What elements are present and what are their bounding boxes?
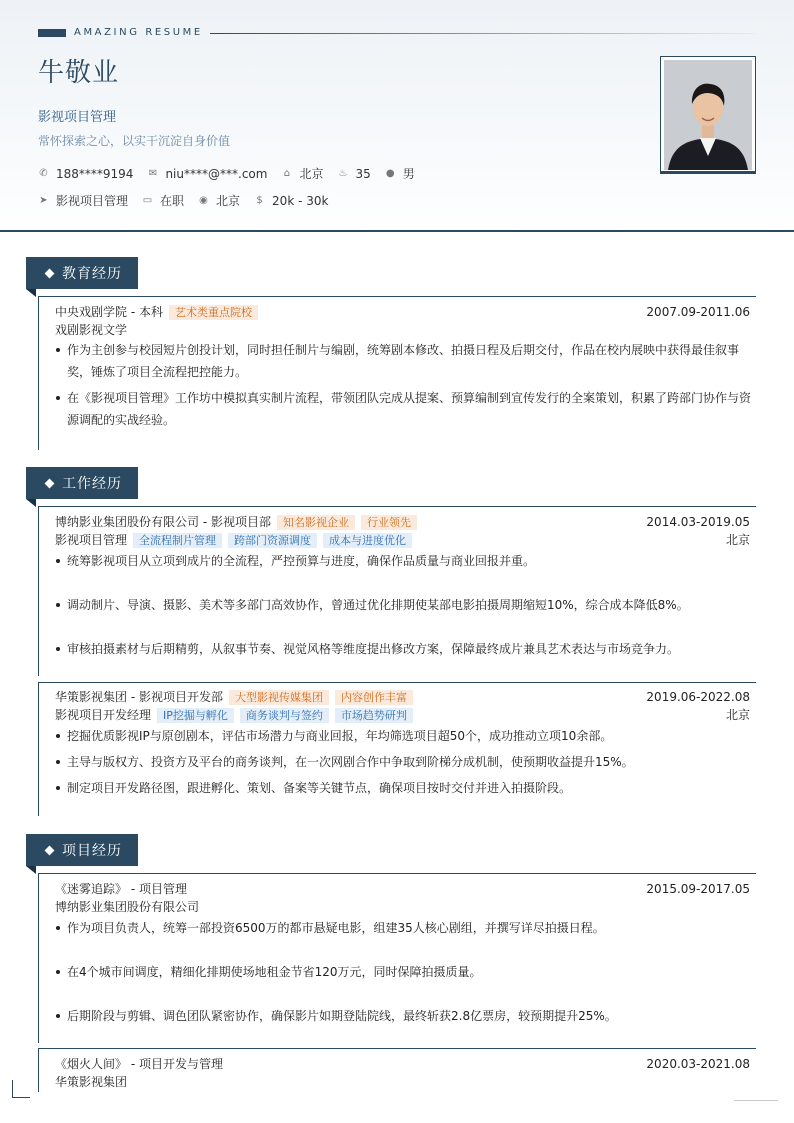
project-org-row (55, 1074, 750, 1090)
role-tag: 商务谈判与签约 (240, 708, 329, 723)
work-bullet: 审核拍摄素材与后期精剪，从叙事节奏、视觉风格等维度提出修改方案，保障最终成片兼具艺术表达与市场竞争力。 (55, 638, 751, 660)
candidate-motto: 常怀探索之心，以实干沉淀自身价值 (38, 134, 231, 148)
company-name: 华策影视集团 - 影视项目开发部 (55, 690, 223, 704)
salary-icon: $ (256, 195, 263, 206)
project-heading-row (55, 881, 750, 897)
role-tag: IP挖掘与孵化 (157, 708, 234, 723)
project-name: 《烟火人间》 - 项目开发与管理 (55, 1057, 223, 1071)
role-name: 影视项目管理 (55, 533, 128, 547)
major-row (55, 322, 750, 338)
send-icon: ➤ (39, 195, 48, 206)
project-bullet: 在4个城市间调度，精细化排期使场地租金节省120万元，同时保障拍摄质量。 (55, 961, 751, 983)
brand-divider (210, 33, 755, 34)
project-date: 2020.03-2021.08 (646, 1057, 750, 1071)
role-row (55, 707, 750, 723)
role-name: 影视项目开发经理 (55, 708, 152, 722)
page-corner-line (734, 1100, 778, 1101)
phone-item: ✆ 188****9194 (39, 166, 134, 181)
brand-label: AMAZING RESUME (74, 27, 203, 38)
section-work-heading: 工作经历 (26, 467, 138, 499)
gender-item: ● 男 (385, 167, 415, 181)
phone-icon: ✆ (39, 168, 48, 179)
work-entry (38, 682, 756, 816)
education-date: 2007.09-2011.06 (646, 305, 750, 319)
work-bullet: 制定项目开发路径图，跟进孵化、策划、备案等关键节点，确保项目按时交付并进入拍摄阶段。 (55, 777, 751, 799)
candidate-name: 牛敬业 (38, 58, 120, 88)
role-tag: 跨部门资源调度 (228, 533, 317, 548)
company-tag: 知名影视企业 (277, 515, 355, 530)
work-city: 北京 (725, 533, 750, 547)
mail-icon: ✉ (148, 168, 158, 179)
cake-icon: ♨ (338, 168, 348, 179)
work-heading-row (55, 689, 750, 705)
work-date: 2019.06-2022.08 (646, 690, 750, 704)
project-org: 博纳影业集团股份有限公司 (55, 900, 200, 914)
age-item: ♨ 35 (338, 166, 371, 181)
gender-icon: ● (385, 168, 395, 179)
profile-photo (660, 56, 756, 174)
diamond-icon (45, 478, 55, 488)
job-intent-row (38, 192, 342, 209)
role-tag: 成本与进度优化 (323, 533, 412, 548)
status-item: ▭ 在职 (142, 194, 185, 208)
education-bullet: 在《影视项目管理》工作坊中模拟真实制片流程，带领团队完成从提案、预算编制到宣传发行的全案策划，积累了跨部门协作与资 源调配的实战经验。 (55, 387, 751, 431)
avatar-portrait (664, 60, 752, 170)
project-bullet: 后期阶段与剪辑、调色团队紧密协作，确保影片如期登陆院线，最终斩获2.8亿票房，较预期提升25%。 (55, 1005, 751, 1027)
diamond-icon (45, 268, 55, 278)
page-corner-mark (12, 1080, 30, 1098)
briefcase-icon: ▭ (142, 195, 153, 206)
education-entry (38, 296, 756, 450)
project-heading-row (55, 1056, 750, 1072)
major-name: 戏剧影视文学 (55, 323, 128, 337)
school-tag: 艺术类重点院校 (169, 305, 258, 320)
project-date: 2015.09-2017.05 (646, 882, 750, 896)
company-tag: 大型影视传媒集团 (229, 690, 329, 705)
work-date: 2014.03-2019.05 (646, 515, 750, 529)
project-entry (38, 1048, 756, 1092)
education-heading-row (55, 304, 750, 320)
company-tag: 行业领先 (361, 515, 417, 530)
work-heading-row (55, 514, 750, 530)
location-pin-icon: ◉ (199, 195, 208, 206)
work-bullet: 调动制片、导演、摄影、美术等多部门高效协作，曾通过优化排期使某部电影拍摄周期缩短10%，综合成本降低8%。 (55, 594, 751, 616)
intent-city-item: ◉ 北京 (199, 194, 241, 208)
role-tag: 市场趋势研判 (335, 708, 413, 723)
project-entry (38, 873, 756, 1043)
salary-item: $ 20k - 30k (254, 194, 328, 208)
section-project-heading: 项目经历 (26, 834, 138, 866)
brand-accent-bar (38, 29, 66, 37)
home-icon: ⌂ (283, 168, 291, 179)
project-bullet: 作为项目负责人，统筹一部投资6500万的都市悬疑电影，组建35人核心剧组，并撰写详尽拍摄日程。 (55, 917, 751, 939)
candidate-title: 影视项目管理 (38, 110, 117, 125)
project-org: 华策影视集团 (55, 1075, 128, 1089)
work-entry (38, 506, 756, 676)
work-bullet: 挖掘优质影视IP与原创剧本，评估市场潜力与商业回报，年均筛选项目超50个，成功推动立项10余部。 (55, 725, 751, 747)
diamond-icon (45, 845, 55, 855)
role-tag: 全流程制片管理 (133, 533, 222, 548)
company-tag: 内容创作丰富 (335, 690, 413, 705)
work-bullet: 统筹影视项目从立项到成片的全流程，严控预算与进度，确保作品质量与商业回报并重。 (55, 550, 751, 572)
education-bullet: 作为主创参与校园短片创投计划，同时担任制片与编剧，统筹剧本修改、拍摄日程及后期交付，作品在校内展映中获得最佳叙事 奖，锤炼了项目全流程把控能力。 (55, 339, 751, 383)
hometown-item: ⌂ 北京 (281, 165, 323, 182)
project-name: 《迷雾追踪》 - 项目管理 (55, 882, 187, 896)
role-row (55, 532, 750, 548)
intent-position-item: ➤ 影视项目管理 (39, 194, 129, 208)
work-city: 北京 (725, 708, 750, 722)
contact-row (38, 165, 429, 182)
section-education-heading: 教育经历 (26, 257, 138, 289)
school-name: 中央戏剧学院 - 本科 (55, 305, 163, 319)
work-bullet: 主导与版权方、投资方及平台的商务谈判，在一次网剧合作中争取到阶梯分成机制，使预期收益提升15%。 (55, 751, 751, 773)
email-item: ✉ niu****@***.com (148, 166, 268, 181)
company-name: 博纳影业集团股份有限公司 - 影视项目部 (55, 515, 271, 529)
project-org-row (55, 899, 750, 915)
